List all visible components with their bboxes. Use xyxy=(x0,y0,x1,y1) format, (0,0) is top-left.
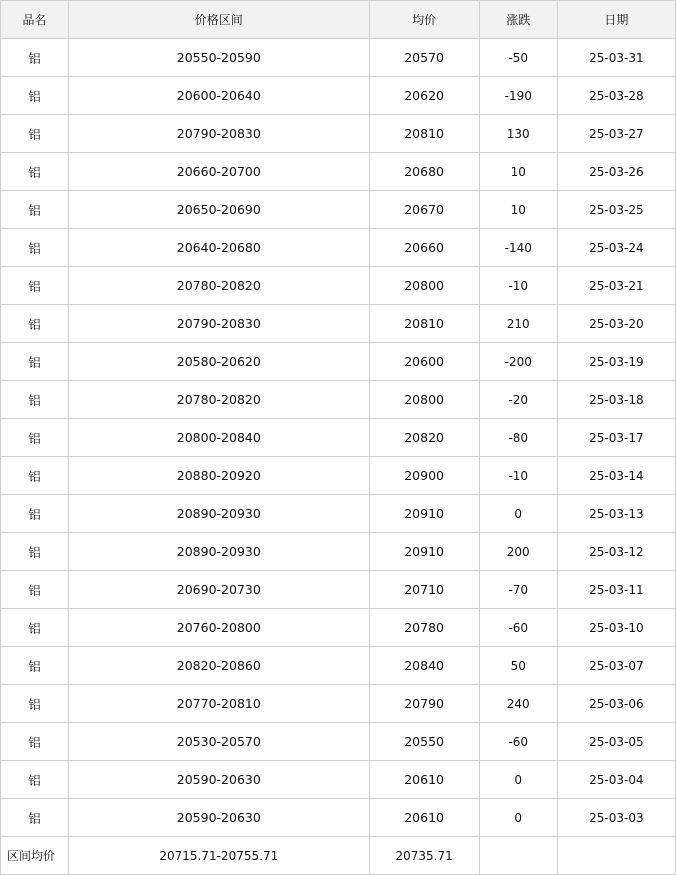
cell-average-price: 20710 xyxy=(369,571,479,609)
cell-average-price: 20810 xyxy=(369,115,479,153)
table-row xyxy=(1,419,676,457)
cell-product-name: 铝 xyxy=(1,723,69,761)
cell-average-price: 20600 xyxy=(369,343,479,381)
cell-product-name: 铝 xyxy=(1,761,69,799)
table-row xyxy=(1,685,676,723)
table-row xyxy=(1,267,676,305)
column-header-price-range: 价格区间 xyxy=(69,1,369,39)
cell-product-name: 铝 xyxy=(1,229,69,267)
table-footer xyxy=(1,837,676,875)
cell-average-price: 20820 xyxy=(369,419,479,457)
table-row xyxy=(1,457,676,495)
cell-product-name: 铝 xyxy=(1,77,69,115)
cell-date: 25-03-06 xyxy=(557,685,675,723)
cell-change: 210 xyxy=(479,305,557,343)
cell-price-range: 20640-20680 xyxy=(69,229,369,267)
cell-date: 25-03-27 xyxy=(557,115,675,153)
cell-change: 0 xyxy=(479,799,557,837)
column-header-date: 日期 xyxy=(557,1,675,39)
cell-average-price: 20550 xyxy=(369,723,479,761)
table-row xyxy=(1,153,676,191)
cell-product-name: 铝 xyxy=(1,191,69,229)
cell-price-range: 20780-20820 xyxy=(69,267,369,305)
cell-change: -80 xyxy=(479,419,557,457)
table-row xyxy=(1,343,676,381)
cell-change: -50 xyxy=(479,39,557,77)
table-row xyxy=(1,609,676,647)
cell-product-name: 铝 xyxy=(1,685,69,723)
table-row xyxy=(1,761,676,799)
cell-product-name: 铝 xyxy=(1,571,69,609)
cell-change: 0 xyxy=(479,495,557,533)
cell-price-range: 20890-20930 xyxy=(69,495,369,533)
cell-average-price: 20660 xyxy=(369,229,479,267)
table-row xyxy=(1,533,676,571)
cell-date: 25-03-25 xyxy=(557,191,675,229)
cell-date: 25-03-20 xyxy=(557,305,675,343)
cell-average-price: 20780 xyxy=(369,609,479,647)
footer-label: 区间均价 xyxy=(1,837,69,875)
cell-average-price: 20610 xyxy=(369,761,479,799)
cell-product-name: 铝 xyxy=(1,267,69,305)
cell-change: -10 xyxy=(479,267,557,305)
cell-product-name: 铝 xyxy=(1,343,69,381)
cell-price-range: 20690-20730 xyxy=(69,571,369,609)
cell-date: 25-03-31 xyxy=(557,39,675,77)
cell-date: 25-03-13 xyxy=(557,495,675,533)
cell-date: 25-03-07 xyxy=(557,647,675,685)
cell-average-price: 20680 xyxy=(369,153,479,191)
cell-price-range: 20780-20820 xyxy=(69,381,369,419)
table-footer-row xyxy=(1,837,676,875)
table-row xyxy=(1,77,676,115)
cell-price-range: 20800-20840 xyxy=(69,419,369,457)
cell-change: -60 xyxy=(479,609,557,647)
cell-price-range: 20650-20690 xyxy=(69,191,369,229)
cell-product-name: 铝 xyxy=(1,647,69,685)
cell-product-name: 铝 xyxy=(1,609,69,647)
cell-product-name: 铝 xyxy=(1,495,69,533)
cell-product-name: 铝 xyxy=(1,799,69,837)
cell-change: 130 xyxy=(479,115,557,153)
cell-date: 25-03-18 xyxy=(557,381,675,419)
cell-change: -10 xyxy=(479,457,557,495)
cell-product-name: 铝 xyxy=(1,419,69,457)
cell-change: -140 xyxy=(479,229,557,267)
cell-change: -70 xyxy=(479,571,557,609)
cell-date: 25-03-12 xyxy=(557,533,675,571)
cell-product-name: 铝 xyxy=(1,305,69,343)
cell-change: 10 xyxy=(479,153,557,191)
table-row xyxy=(1,495,676,533)
cell-price-range: 20880-20920 xyxy=(69,457,369,495)
cell-average-price: 20790 xyxy=(369,685,479,723)
cell-price-range: 20660-20700 xyxy=(69,153,369,191)
cell-average-price: 20610 xyxy=(369,799,479,837)
cell-change: 200 xyxy=(479,533,557,571)
table-row xyxy=(1,39,676,77)
table-row xyxy=(1,115,676,153)
cell-average-price: 20910 xyxy=(369,533,479,571)
table-body xyxy=(1,39,676,837)
cell-date: 25-03-03 xyxy=(557,799,675,837)
table-row xyxy=(1,191,676,229)
cell-average-price: 20910 xyxy=(369,495,479,533)
cell-change: -190 xyxy=(479,77,557,115)
cell-average-price: 20570 xyxy=(369,39,479,77)
table-row xyxy=(1,305,676,343)
cell-price-range: 20820-20860 xyxy=(69,647,369,685)
cell-change: -20 xyxy=(479,381,557,419)
table-header-row xyxy=(1,1,676,39)
cell-product-name: 铝 xyxy=(1,115,69,153)
cell-change: -60 xyxy=(479,723,557,761)
cell-product-name: 铝 xyxy=(1,39,69,77)
cell-average-price: 20840 xyxy=(369,647,479,685)
cell-average-price: 20900 xyxy=(369,457,479,495)
cell-date: 25-03-10 xyxy=(557,609,675,647)
cell-date: 25-03-14 xyxy=(557,457,675,495)
footer-average-price: 20735.71 xyxy=(369,837,479,875)
cell-change: 0 xyxy=(479,761,557,799)
column-header-change: 涨跌 xyxy=(479,1,557,39)
column-header-average-price: 均价 xyxy=(369,1,479,39)
cell-date: 25-03-04 xyxy=(557,761,675,799)
footer-date xyxy=(557,837,675,875)
table-row xyxy=(1,723,676,761)
cell-price-range: 20790-20830 xyxy=(69,305,369,343)
table-row xyxy=(1,799,676,837)
column-header-name: 品名 xyxy=(1,1,69,39)
cell-change: 50 xyxy=(479,647,557,685)
table-row xyxy=(1,381,676,419)
cell-product-name: 铝 xyxy=(1,381,69,419)
footer-price-range: 20715.71-20755.71 xyxy=(69,837,369,875)
cell-price-range: 20590-20630 xyxy=(69,761,369,799)
cell-average-price: 20810 xyxy=(369,305,479,343)
cell-date: 25-03-26 xyxy=(557,153,675,191)
cell-price-range: 20770-20810 xyxy=(69,685,369,723)
cell-price-range: 20790-20830 xyxy=(69,115,369,153)
table-header xyxy=(1,1,676,39)
table-row xyxy=(1,647,676,685)
cell-average-price: 20620 xyxy=(369,77,479,115)
cell-price-range: 20890-20930 xyxy=(69,533,369,571)
cell-price-range: 20550-20590 xyxy=(69,39,369,77)
cell-product-name: 铝 xyxy=(1,153,69,191)
cell-average-price: 20800 xyxy=(369,267,479,305)
cell-date: 25-03-05 xyxy=(557,723,675,761)
cell-product-name: 铝 xyxy=(1,457,69,495)
cell-price-range: 20580-20620 xyxy=(69,343,369,381)
cell-date: 25-03-24 xyxy=(557,229,675,267)
cell-product-name: 铝 xyxy=(1,533,69,571)
cell-average-price: 20800 xyxy=(369,381,479,419)
table-row xyxy=(1,229,676,267)
cell-price-range: 20530-20570 xyxy=(69,723,369,761)
cell-date: 25-03-17 xyxy=(557,419,675,457)
cell-average-price: 20670 xyxy=(369,191,479,229)
cell-change: 240 xyxy=(479,685,557,723)
table-row xyxy=(1,571,676,609)
cell-price-range: 20590-20630 xyxy=(69,799,369,837)
cell-change: 10 xyxy=(479,191,557,229)
cell-date: 25-03-21 xyxy=(557,267,675,305)
cell-change: -200 xyxy=(479,343,557,381)
cell-price-range: 20600-20640 xyxy=(69,77,369,115)
cell-date: 25-03-11 xyxy=(557,571,675,609)
cell-price-range: 20760-20800 xyxy=(69,609,369,647)
footer-change xyxy=(479,837,557,875)
cell-date: 25-03-28 xyxy=(557,77,675,115)
cell-date: 25-03-19 xyxy=(557,343,675,381)
